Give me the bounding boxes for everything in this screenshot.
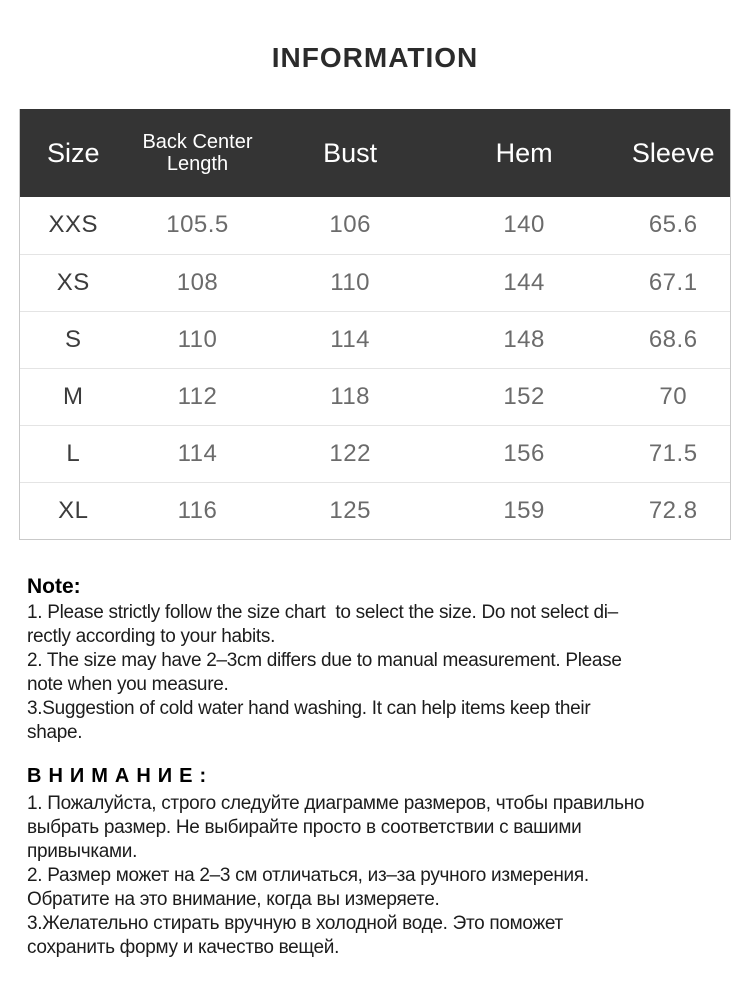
hem-value: 148	[432, 311, 617, 368]
note-line: Обратите на это внимание, когда вы измеряете.	[27, 889, 440, 910]
table-row-xxs	[20, 197, 730, 254]
note-line: 1. Пожалуйста, строго следуйте диаграмме размеров, чтобы правильно	[27, 793, 645, 814]
hem-value: 144	[432, 254, 617, 311]
column-header-back-center-length-line1: Back Center	[142, 131, 253, 153]
notes-russian	[27, 762, 730, 960]
size-label: M	[20, 368, 127, 425]
hem-value: 152	[432, 368, 617, 425]
note-line: сохранить форму и качество вещей.	[27, 937, 340, 958]
note-line: rectly according to your habits.	[27, 626, 276, 647]
notes-russian-heading: ВНИМАНИЕ:	[27, 765, 214, 787]
back-center-length-value: 114	[127, 425, 269, 482]
note-line: 1. Please strictly follow the size chart to select the size. Do not select di–	[27, 602, 618, 623]
note-line: 2. Размер может на 2–3 см отличаться, из–за ручного измерения.	[27, 865, 589, 886]
bust-value: 122	[269, 425, 432, 482]
page-title: INFORMATION	[271, 42, 479, 73]
note-line: 3.Suggestion of cold water hand washing. It can help items keep their	[27, 698, 591, 719]
header-row	[20, 109, 730, 197]
size-label: XL	[20, 482, 127, 539]
notes-english-heading: Note:	[27, 575, 81, 598]
column-header-hem: Hem	[495, 137, 553, 168]
back-center-length-value: 105.5	[166, 211, 229, 239]
table-row-xl	[20, 482, 730, 539]
table-row-m	[20, 368, 730, 425]
bust-value: 106	[329, 211, 371, 239]
notes-section	[27, 573, 730, 960]
back-center-length-value: 108	[127, 254, 269, 311]
note-line: 2. The size may have 2–3cm differs due to manual measurement. Please	[27, 650, 622, 671]
size-chart-header	[20, 109, 730, 197]
table-row-xs	[20, 254, 730, 311]
note-line: привычками.	[27, 841, 138, 862]
back-center-length-value: 116	[127, 482, 269, 539]
sleeve-value: 67.1	[616, 254, 730, 311]
column-header-sleeve: Sleeve	[631, 137, 715, 168]
sleeve-value: 72.8	[616, 482, 730, 539]
column-header-back-center-length-line2: Length	[166, 153, 229, 175]
sleeve-value: 65.6	[648, 211, 698, 239]
back-center-length-value: 112	[127, 368, 269, 425]
back-center-length-value: 110	[127, 311, 269, 368]
note-line: выбрать размер. Не выбирайте просто в соответствии с вашими	[27, 817, 582, 838]
size-chart-body	[20, 197, 730, 539]
column-header-bust: Bust	[323, 137, 378, 168]
hem-value: 159	[432, 482, 617, 539]
notes-english	[27, 573, 730, 745]
bust-value: 114	[269, 311, 432, 368]
note-line: 3.Желательно стирать вручную в холодной воде. Это поможет	[27, 913, 563, 934]
column-header-size: Size	[46, 137, 100, 168]
size-label: L	[20, 425, 127, 482]
bust-value: 110	[269, 254, 432, 311]
note-line: note when you measure.	[27, 674, 229, 695]
size-label: XXS	[48, 211, 99, 239]
note-line: shape.	[27, 722, 83, 743]
table-row-l	[20, 425, 730, 482]
table-row-s	[20, 311, 730, 368]
sleeve-value: 71.5	[616, 425, 730, 482]
size-label: S	[20, 311, 127, 368]
size-label: XS	[20, 254, 127, 311]
bust-value: 125	[269, 482, 432, 539]
column-header-back-center-length	[127, 109, 269, 197]
sleeve-value: 68.6	[616, 311, 730, 368]
size-chart-table	[19, 109, 731, 540]
hem-value: 156	[432, 425, 617, 482]
bust-value: 118	[269, 368, 432, 425]
sleeve-value: 70	[616, 368, 730, 425]
hem-value: 140	[503, 211, 545, 239]
